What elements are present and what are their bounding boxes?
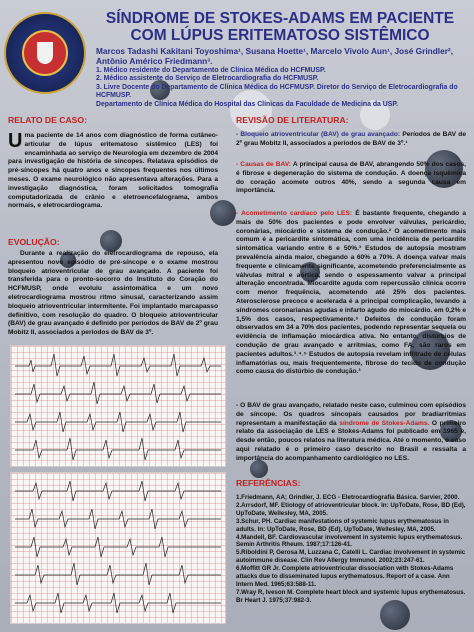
case-heading: RELATO DE CASO: [8,115,87,125]
review-p1-body: Períodos de BAV de 2º grau Mobitz II, associados a períodos de BAV de 3º.¹ [236,131,466,147]
seal-shield [37,42,53,64]
review-p3-body: É bastante frequente, chegando a mais de 50% dos pacientes e pode envolver válvulas, pericárdio, coronárias, miocárdio e sistema de condução.² O acometimento mais comum é a pericardite sintomática, com uma incidência de pericardite sintomática variando entre 6 e 50%.³ Estudos de autopsia mostram prevalência ainda maior, chegando a 60% a 70%. A doença valvar mais frequente e clinicamente significante, acometendo preferencialmente as válvulas mitral e aórtica, sendo o espessamento valvar a principal alteração encontrada. Miocardite aguda com repercussão clínica ocorre com menor frequência, acometendo até 25% dos pacientes. Aterosclerose precoce e acelerada é a principal complicação, levando a síndromes coronarianas agudas e infarto agudo do miocárdio. em 0,2% e 1,5% dos casos, respectivamente.⁵ Defeitos de condução foram observados em 34 a 70% dos pacientes, podendo representar sequela ou evidência de inflamação miocárdica ativa. No entanto, distúrbios de condução de grau avançado e arritmias, como FA, são raros em pacientes adultos.³˒⁴˒⁵ Estudos de autopsia revelam infiltrado de células inflamatórias ou, mais frequentemente, fibrose do tecido de condução como causa do distúrbio de condução.³ [236,210,466,376]
department-line: Departamento de Clínica Médica do Hospital das Clínicas da Faculdade de Medicina da USP. [96,100,398,108]
decorative-bubble [100,230,122,252]
review-p1 [236,131,466,149]
evolution-heading: EVOLUÇÃO: [8,237,60,247]
review-p3 [236,210,466,377]
case-body: ma paciente de 14 anos com diagnóstico de forma cutâneo-articular de lúpus eritematoso sistêmico (LES) foi encaminhada ao serviço de Neurologia em dezembro de 2004 para investigação de história de síncopes. Relatava episódios de pré-síncopes há quatro anos e síncopes frequentes nos últimos meses. O exame neurológico não apresentava alterações. Para a investigação diagnóstica, foram solicitados tomografia computadorizada de crânio e eletroencefalograma, ambos normais, e eletrocardiograma. [8,132,218,210]
review-p4-body-a: relatado neste caso, culminou com episódios de síncope. Os quadros síncopais causados por bradiarritmias representam a manifestação da [236,402,466,427]
review-p3-lead: - Acometimento cardíaco pelo LES: [236,210,353,217]
affiliation-1: 1. Médico residente do Departamento de Clínica Médica do HCFMUSP. [96,66,326,74]
reference-item: 3.Schur, PH. Cardiac manifestations of systemic lupus erythematosus in adults. In: UpToDate, Rose, BD (Ed), UpToDate, Wellesley, MA, 2005. [236,517,449,533]
review-p4 [236,402,466,464]
review-p2 [236,161,466,196]
header-block [96,46,470,110]
reference-item: 6.Moffitt GR Jr. Complete atrioventricular dissociation with Stokes-Adams attacks due to disseminated lupus erythematosus. Report of a case. Ann Intern Med. 1965;63:588-11. [236,565,454,588]
reference-item: 1.Friedmann, AA; Grindler, J. ECG - Eletrocardiografia Básica. Sarvier, 2000. [236,494,460,501]
affiliation-3: 3. Livre Docente do Departamento de Clínica Médica do HCFMUSP. Diretor do Serviço de Eletrocardiografia do HCFMUSP. [96,83,458,100]
ecg-tracing-1 [10,345,226,467]
review-p4-body-b: O primeiro relato da associação de LES e Stokes-Adams foi publicado em 1965 e, desde então, poucos relatos na literatura médica. Até o momento, o caso aqui relatado é o primeiro caso descrito no Brasil e ressalta a importância do acompanhamento cardiológico no LES. [236,419,466,462]
reference-item: 7.Wray R, Iveson M. Complete heart block and systemic lupus erythematosus. Br Heart J. 1975;37:982-3. [236,588,466,604]
authors-line: Marcos Tadashi Kakitani Toyoshima¹, Susana Hoette¹, Marcelo Vivolo Aun¹, José Grindler², Antônio Américo Friedmann³. [96,46,454,67]
review-p2-lead: - Causas de BAV: [236,161,291,168]
references-list [236,494,466,605]
dropcap-letter: U [8,130,23,152]
evolution-text: Durante a realização do eletrocardiograma de repouso, ela apresentou novo episódio de pré-síncope e o exame mostrou bloqueio atrioventricular de grau avançado. A paciente foi transferida para o pronto-socorro do Instituto do Coração do HCFMUSP, onde evoluiu assintomática e um novo eletrocardiograma mostrou ritmo sinusal, caracterizando assim bloqueio atrioventricular intermitente. Foi implantado marcapasso definitivo, com resolução do quadro. O bloqueio atrioventricular (BAV) de grau avançado é definido por períodos de BAV de 2º grau Mobitz II, associados a períodos de BAV de 3º. [8,250,218,337]
affiliation-2: 2. Médico assistente do Serviço de Eletrocardiografia do HCFMUSP. [96,75,319,83]
review-heading: REVISÃO DE LITERATURA: [236,115,349,125]
case-text [8,132,218,211]
ecg-waveform-1 [11,346,225,466]
references-heading: REFERÊNCIAS: [236,478,301,488]
ecg-waveform-2 [11,473,225,623]
reference-item: 5.Riboldini P, Gerosa M, Luzzana C, Catelli L. Cardiac involvement in systemic autoimmune disease. Clin Rev Allergy Immunol. 2002;23:247-61. [236,549,466,565]
reference-item: 4.Mandell, BF. Cardiovascular involvement in systemic lupus erythematosus. Semin Arthritis Rheum. 1987;17:126-41. [236,533,463,549]
faculty-seal-logo [4,12,86,94]
review-p4-lead: - O BAV de grau avançado, [236,402,321,409]
reference-item: 2.Arrsdorf, MF. Etiology of atrioventricular block. In: UpToDate, Rose, BD (Ed), UpToDate, Wellesley, MA, 2005. [236,501,466,517]
review-p4-highlight: síndrome de Stokes-Adams. [339,419,430,427]
review-p2-body: A principal causa de BAV, abrangendo 50% dos casos, é fibrose e degeneração do sistema de condução. A doença isquêmica do coração acomete outros 40%, sendo a segunda causa em importância. [236,161,466,195]
ecg-tracing-2 [10,472,226,624]
poster-title: SÍNDROME DE STOKES-ADAMS EM PACIENTE COM LÚPUS ERITEMATOSO SISTÊMICO [105,10,455,44]
review-p1-lead: - Bloqueio atrioventricular (BAV) de grau avançado: [236,131,401,138]
